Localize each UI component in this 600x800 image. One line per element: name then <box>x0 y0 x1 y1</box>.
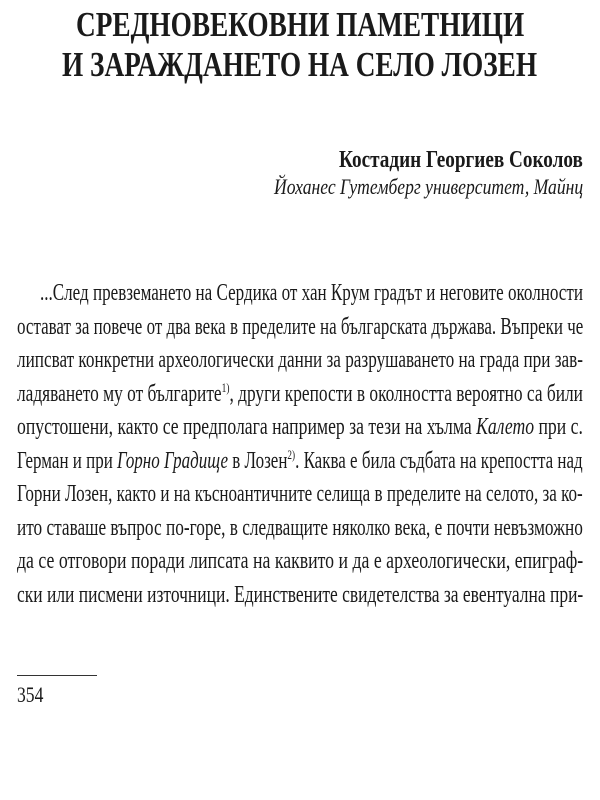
text-segment: в Лозен <box>227 448 288 474</box>
footnote-ref-2[interactable]: 2) <box>287 447 296 462</box>
text-segment: ...След превземането на Сердика от хан Крум градът и неговите околности <box>40 280 583 306</box>
text-line <box>17 346 583 374</box>
author-affiliation: Йоханес Гутемберг университет, Майнц <box>274 174 584 199</box>
text-segment: , други крепости в околността вероятно са били <box>229 381 583 407</box>
text-line <box>17 581 583 609</box>
text-segment: ски или писмени източници. Единствените свидетелства за евентуална при- <box>17 582 584 608</box>
text-segment: при с. <box>534 414 583 440</box>
text-line <box>17 514 583 542</box>
text-segment: . Каква е била съдбата на крепостта над <box>295 448 583 474</box>
text-line <box>17 313 583 341</box>
italic-term: Горно Градище <box>117 448 228 474</box>
text-segment: ладяването му от българите <box>17 381 222 407</box>
text-line <box>17 547 583 575</box>
italic-term: Калето <box>476 414 535 440</box>
text-segment: Горни Лозен, както и на късноантичните селища в пределите на селото, за ко- <box>17 481 583 507</box>
text-segment: остават за повече от два века в пределите на българската държава. Въпреки че <box>17 314 584 340</box>
title-line-1: СРЕДНОВЕКОВНИ ПАМЕТНИЦИ <box>75 5 524 44</box>
title-line-2: И ЗАРАЖДАНЕТО НА СЕЛО ЛОЗЕН <box>62 45 538 84</box>
text-line <box>40 279 583 307</box>
text-segment: опустошени, както се предполага например за тези на хълма <box>17 414 477 440</box>
text-line <box>17 380 583 408</box>
text-segment: липсват конкретни археологически данни за разрушаването на града при зав- <box>17 347 583 373</box>
author-name: Костадин Георгиев Соколов <box>339 147 583 173</box>
page-number: 354 <box>17 682 44 707</box>
text-line <box>17 480 583 508</box>
page-number-rule <box>17 675 97 676</box>
text-line <box>17 413 583 441</box>
text-line <box>17 447 583 475</box>
footnote-ref-1[interactable]: 1) <box>221 380 230 395</box>
text-segment: ито ставаше въпрос по-горе, в следващите няколко века, е почти невъзможно <box>17 515 583 541</box>
text-segment: да се отговори поради липсата на каквито и да е археологически, епиграф- <box>17 548 584 574</box>
text-segment: Герман и при <box>17 448 118 474</box>
